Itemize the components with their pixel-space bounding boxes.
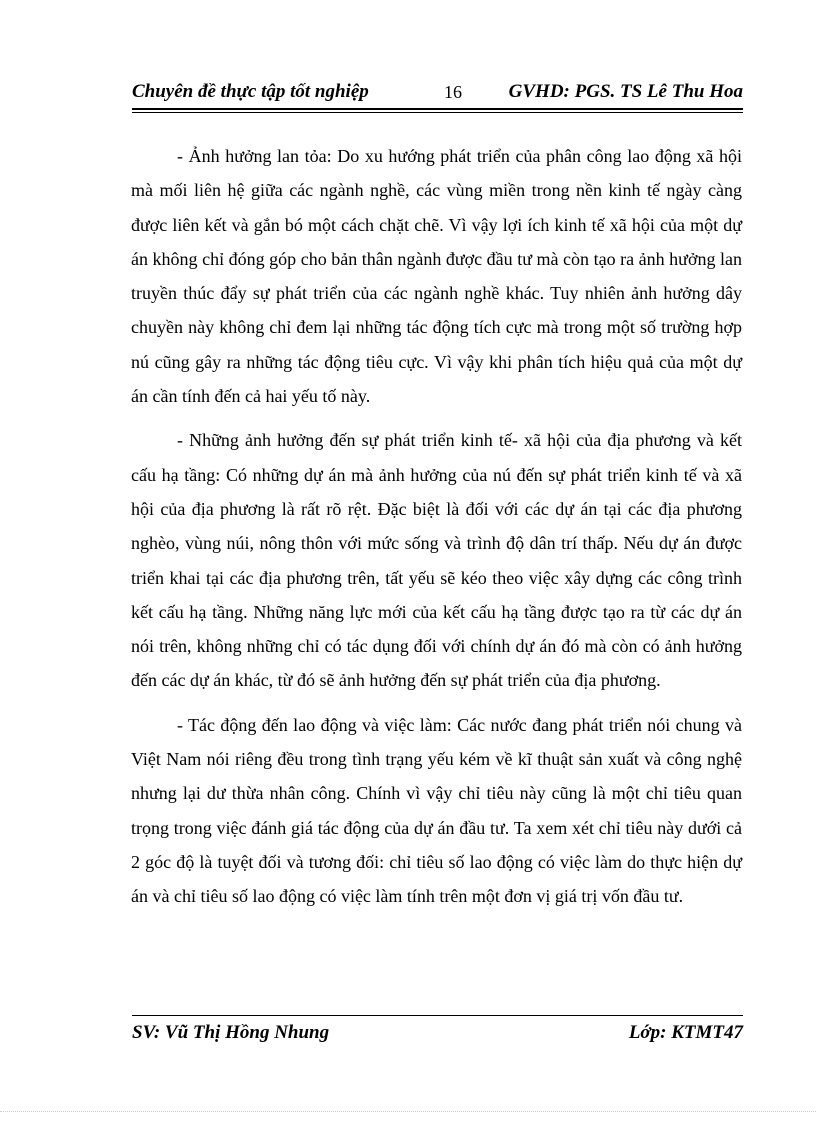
footer-divider <box>132 1015 743 1016</box>
paragraph-spillover-effect: - Ảnh hưởng lan tỏa: Do xu hướng phát triển của phân công lao động xã hội mà mối liên hệ giữa các ngành nghề, các vùng miền trong nền kinh tế ngày càng được liên kết và gắn bó một cách chặt chẽ. Vì vậy lợi ích kinh tế xã hội của một dự án không chỉ đóng góp cho bản thân ngành được đầu tư mà còn tạo ra ảnh hưởng lan truyền thúc đẩy sự phát triển của các ngành nghề khác. Tuy nhiên ảnh hưởng dây chuyền này không chỉ đem lại những tác động tích cực mà trong một số trường hợp nú cũng gây ra những tác động tiêu cực. Vì vậy khi phân tích hiệu quả của một dự án cần tính đến cả hai yếu tố này. <box>131 146 742 407</box>
page-number: 16 <box>444 82 462 102</box>
page-footer <box>132 1021 743 1045</box>
header-title: Chuyên đề thực tập tốt nghiệp <box>132 81 369 102</box>
footer-student: SV: Vũ Thị Hồng Nhung <box>132 1022 330 1043</box>
header-supervisor: GVHD: PGS. TS Lê Thu Hoa <box>508 81 743 102</box>
paragraph-labor-employment: - Tác động đến lao động và việc làm: Các nước đang phát triển nói chung và Việt Nam nói riêng đều trong tình trạng yếu kém về kĩ thuật sản xuất và công nghệ nhưng lại dư thừa nhân công. Chính vì vậy chỉ tiêu này cũng là một chỉ tiêu quan trọng trong việc đánh giá tác động của dự án đầu tư. Ta xem xét chỉ tiêu này dưới cả 2 góc độ là tuyệt đối và tương đối: chỉ tiêu số lao động có việc làm do thực hiện dự án và chỉ tiêu số lao động có việc làm tính trên một đơn vị giá trị vốn đầu tư. <box>131 714 742 907</box>
page-body <box>131 139 742 924</box>
page-header <box>132 80 743 110</box>
paragraph-local-development: - Những ảnh hưởng đến sự phát triển kinh tế- xã hội của địa phương và kết cấu hạ tầng: Có những dự án mà ảnh hưởng của nú đến sự phát triển kinh tế và xã hội của địa phương là rất rõ rệt. Đặc biệt là đối với các dự án tại các địa phương nghèo, vùng núi, nông thôn với mức sống và trình độ dân trí thấp. Nếu dự án được triển khai tại các địa phương trên, tất yếu sẽ kéo theo việc xây dựng các công trình kết cấu hạ tầng. Những năng lực mới của kết cấu hạ tầng được tạo ra từ các dự án nói trên, không những chỉ có tác dụng đối với chính dự án đó mà còn có ảnh hưởng đến các dự án khác, từ đó sẽ ảnh hưởng đến sự phát triển của địa phương. <box>131 430 742 691</box>
header-divider <box>132 112 743 113</box>
footer-class: Lớp: KTMT47 <box>628 1022 743 1043</box>
page-bottom-edge <box>0 1111 816 1112</box>
